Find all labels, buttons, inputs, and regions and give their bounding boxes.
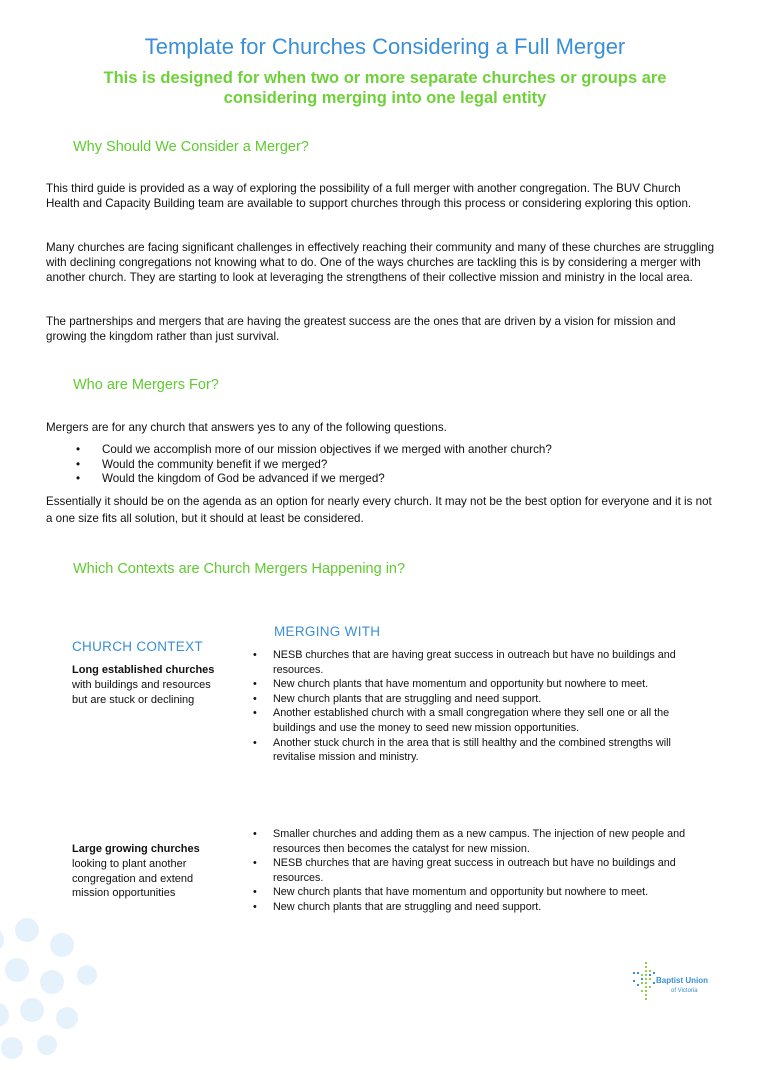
column-heading-context: CHURCH CONTEXT <box>72 639 203 654</box>
list-item: • Another stuck church in the area that is still healthy and the combined strengths will revitalise mission and ministry. <box>252 736 702 765</box>
heading-who: Who are Mergers For? <box>73 377 219 393</box>
list-item: • Smaller churches and adding them as a new campus. The injection of new people and resources then becomes the catalyst for new mission. <box>252 827 702 856</box>
who-intro: Mergers are for any church that answers yes to any of the following questions. <box>46 421 447 434</box>
page-subtitle: This is designed for when two or more separate churches or groups are considering merging into one legal entity <box>103 69 667 107</box>
context-name: Long established churches <box>72 664 215 676</box>
question-list <box>74 443 552 487</box>
list-item: • New church plants that are struggling and need support. <box>252 900 702 915</box>
list-item: • New church plants that have momentum and opportunity but nowhere to meet. <box>252 677 702 692</box>
why-paragraph-1: This third guide is provided as a way of exploring the possibility of a full merger with another congregation. The BUV Church Health and Capacity Building team are available to support churches through this process or considering exploring this option. <box>46 182 692 210</box>
logo-subtext: of Victoria <box>671 988 698 994</box>
context-name: Large growing churches <box>72 843 200 855</box>
list-item: • Could we accomplish more of our mission objectives if we merged with another church? <box>74 443 552 458</box>
list-item: • NESB churches that are having great success in outreach but have no buildings and resources. <box>252 648 702 677</box>
page-title: Template for Churches Considering a Full Merger <box>144 34 626 59</box>
list-item: • New church plants that are struggling and need support. <box>252 692 702 707</box>
why-paragraph-3: The partnerships and mergers that are having the greatest success are the ones that are driven by a vision for mission and growing the kingdom rather than just survival. <box>46 315 676 343</box>
heading-contexts: Which Contexts are Church Mergers Happening in? <box>73 561 406 577</box>
context-detail: with buildings and resources but are stuck or declining <box>72 678 211 706</box>
merging-list <box>252 648 702 765</box>
list-item: • Another established church with a small congregation where they sell one or all the buildings and use the money to seed new mission opportunities. <box>252 706 702 735</box>
logo-text: Baptist Union <box>656 976 708 985</box>
context-description <box>72 663 222 707</box>
dot-pattern-decoration <box>0 900 122 1070</box>
list-item: • New church plants that have momentum and opportunity but nowhere to meet. <box>252 885 702 900</box>
context-detail: looking to plant another congregation and extend mission opportunities <box>72 857 194 900</box>
list-item: • NESB churches that are having great success in outreach but have no buildings and resources. <box>252 856 702 885</box>
list-item: • Would the kingdom of God be advanced if we merged? <box>74 472 552 487</box>
who-conclusion: Essentially it should be on the agenda as an option for nearly every church. It may not be the best option for everyone and it is not a one size fits all solution, but it should at least be considered. <box>46 495 712 525</box>
why-paragraph-2: Many churches are facing significant challenges in effectively reaching their community and many of these churches are struggling with declining congregations not knowing what to do. One of the ways churches are tackling this is by considering a merger with another church. They are starting to look at leveraging the strengthens of their collective mission and ministry in the local area. <box>46 241 715 284</box>
list-item: • Would the community benefit if we merged? <box>74 458 552 473</box>
merging-list <box>252 827 702 915</box>
column-heading-merging: MERGING WITH <box>274 624 381 639</box>
context-description <box>72 842 222 901</box>
heading-why: Why Should We Consider a Merger? <box>73 139 309 155</box>
